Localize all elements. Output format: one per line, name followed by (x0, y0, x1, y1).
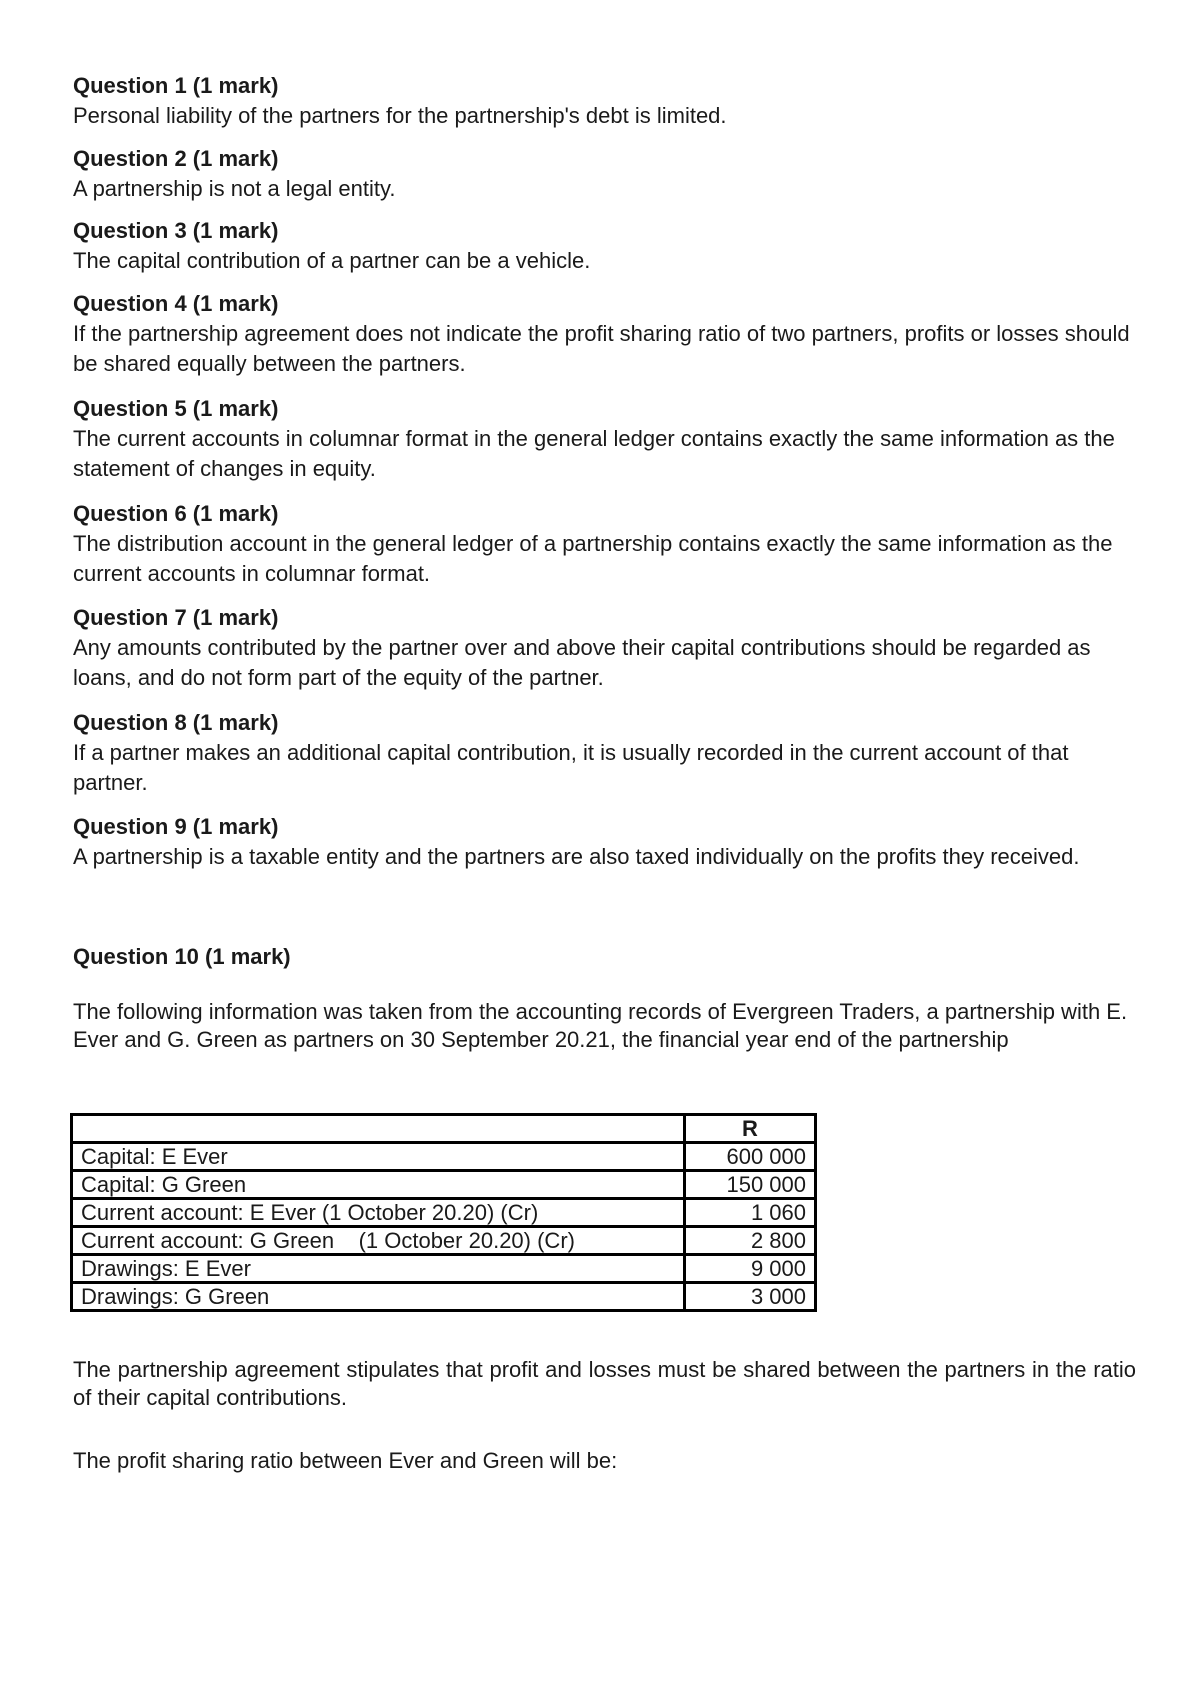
question-title: Question 6 (1 mark) (73, 501, 279, 526)
question-title: Question 1 (1 mark) (73, 73, 279, 98)
question-7 (73, 603, 1138, 693)
row-label: Capital: G Green (72, 1171, 685, 1199)
table-header-row (72, 1115, 816, 1143)
row-amount: 2 800 (685, 1227, 816, 1255)
question-title: Question 5 (1 mark) (73, 396, 279, 421)
question-title: Question 8 (1 mark) (73, 710, 279, 735)
question-title: Question 9 (1 mark) (73, 814, 279, 839)
row-label: Drawings: E Ever (72, 1255, 685, 1283)
row-label: Capital: E Ever (72, 1143, 685, 1171)
table-row (72, 1199, 816, 1227)
question-statement: Personal liability of the partners for the partnership's debt is limited. (73, 103, 727, 128)
question-2 (73, 144, 1138, 204)
question-6 (73, 499, 1138, 589)
table-header-blank (72, 1115, 685, 1143)
question-title: Question 2 (1 mark) (73, 146, 279, 171)
question-5 (73, 394, 1138, 484)
row-amount: 150 000 (685, 1171, 816, 1199)
question-statement: A partnership is not a legal entity. (73, 176, 396, 201)
question-10-intro: The following information was taken from the accounting records of Evergreen Traders, a partnership with E. Ever and G. Green as partners on 30 September 20.21, the financial year end of the partnership (73, 999, 1128, 1052)
row-label: Current account: E Ever (1 October 20.20) (Cr) (72, 1199, 685, 1227)
question-statement: If the partnership agreement does not indicate the profit sharing ratio of two partners, profits or losses should be shared equally between the partners. (73, 321, 1130, 376)
question-statement: The capital contribution of a partner can be a vehicle. (73, 248, 591, 273)
row-amount: 600 000 (685, 1143, 816, 1171)
table-row (72, 1227, 816, 1255)
row-amount: 3 000 (685, 1283, 816, 1311)
table-row (72, 1143, 816, 1171)
question-statement: Any amounts contributed by the partner over and above their capital contributions should be regarded as loans, and do not form part of the equity of the partner. (73, 635, 1091, 690)
account-balances-table (70, 1113, 817, 1312)
currency-header: R (685, 1115, 816, 1143)
table-row (72, 1171, 816, 1199)
question-4 (73, 289, 1138, 379)
row-label: Drawings: G Green (72, 1283, 685, 1311)
question-title: Question 3 (1 mark) (73, 218, 279, 243)
question-8 (73, 708, 1138, 798)
row-amount: 9 000 (685, 1255, 816, 1283)
table-row (72, 1255, 816, 1283)
question-statement: If a partner makes an additional capital contribution, it is usually recorded in the current account of that partner. (73, 740, 1069, 795)
question-10-prompt: The profit sharing ratio between Ever and Green will be: (73, 1448, 618, 1473)
row-label: Current account: G Green (1 October 20.20) (Cr) (72, 1227, 685, 1255)
row-amount: 1 060 (685, 1199, 816, 1227)
question-statement: A partnership is a taxable entity and the partners are also taxed individually on the profits they received. (73, 844, 1080, 869)
question-10-title: Question 10 (1 mark) (73, 944, 291, 969)
question-9 (73, 812, 1138, 872)
partnership-agreement-text: The partnership agreement stipulates that profit and losses must be shared between the partners in the ratio of their capital contributions. (73, 1357, 1136, 1410)
question-title: Question 4 (1 mark) (73, 291, 279, 316)
question-title: Question 7 (1 mark) (73, 605, 279, 630)
question-statement: The distribution account in the general ledger of a partnership contains exactly the same information as the current accounts in columnar format. (73, 531, 1113, 586)
question-3 (73, 216, 1138, 276)
table-row (72, 1283, 816, 1311)
question-1 (73, 71, 1138, 131)
question-statement: The current accounts in columnar format in the general ledger contains exactly the same information as the statement of changes in equity. (73, 426, 1115, 481)
